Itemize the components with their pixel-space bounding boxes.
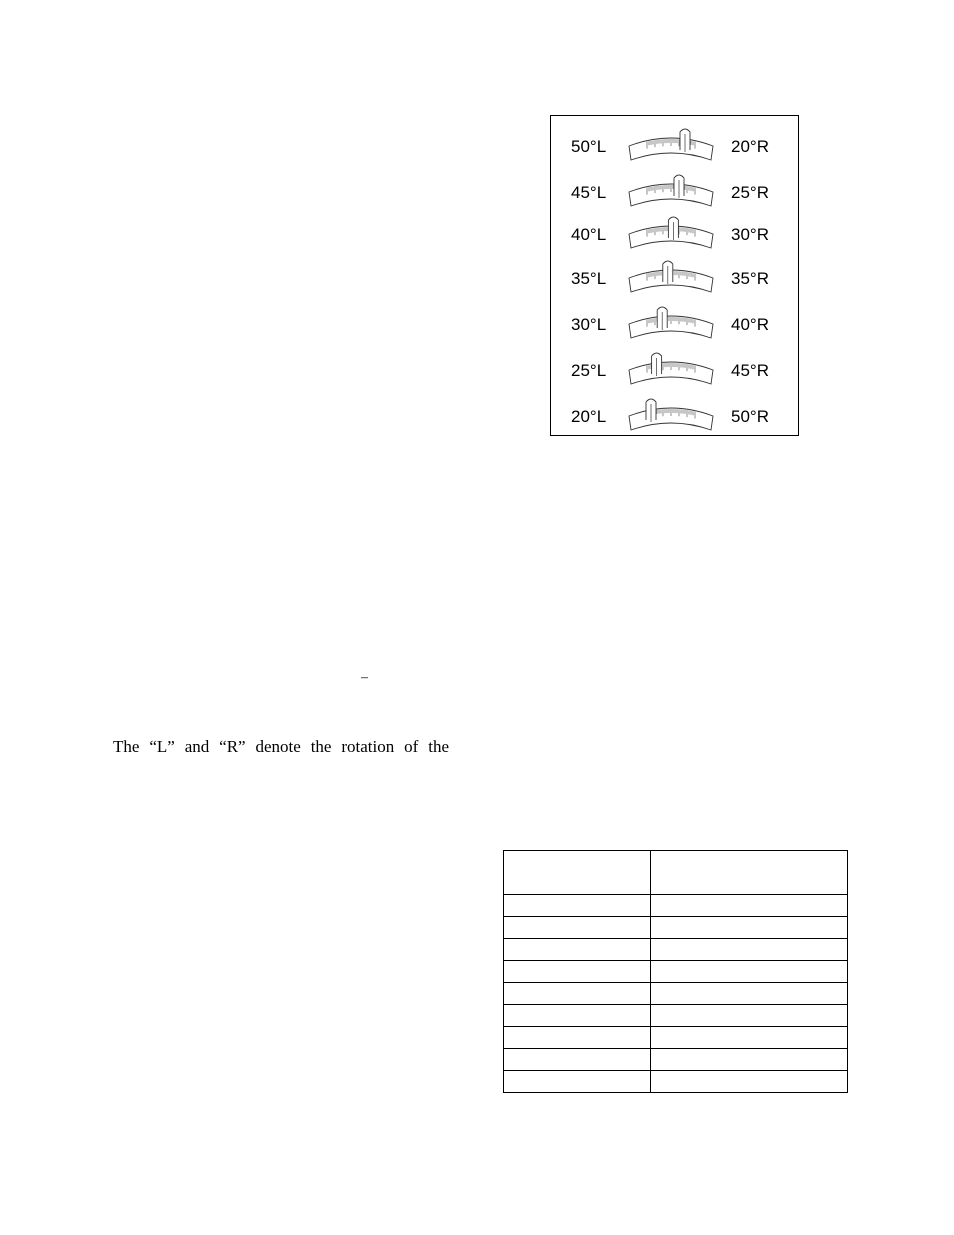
table-row [504, 917, 848, 939]
table-row [504, 983, 848, 1005]
table-cell [504, 895, 651, 917]
protractor-figure [550, 115, 799, 436]
protractor-row [571, 129, 769, 160]
angle-label-right: 25°R [731, 183, 769, 202]
table-row [504, 895, 848, 917]
angle-label-left: 45°L [571, 183, 607, 202]
protractor-row [571, 399, 769, 430]
table-row [504, 961, 848, 983]
angle-label-right: 45°R [731, 361, 769, 380]
table-row [504, 1071, 848, 1093]
protractor-row [571, 217, 769, 248]
table-cell [504, 917, 651, 939]
protractor-row [571, 353, 769, 384]
protractor-row [571, 307, 769, 338]
angle-label-left: 30°L [571, 315, 607, 334]
table-header-cell [651, 851, 848, 895]
angle-label-right: 40°R [731, 315, 769, 334]
table-cell [651, 1071, 848, 1093]
table-cell [504, 983, 651, 1005]
table-cell [651, 1027, 848, 1049]
table-cell [651, 895, 848, 917]
table-row [504, 1049, 848, 1071]
protractor-row [571, 261, 769, 292]
table-cell [651, 917, 848, 939]
table-body [504, 895, 848, 1093]
angle-label-right: 35°R [731, 269, 769, 288]
table-header-cell [504, 851, 651, 895]
body-paragraph: The “L” and “R” denote the rotation of the [113, 737, 449, 756]
table-cell [504, 961, 651, 983]
angle-label-left: 40°L [571, 225, 607, 244]
table-row [504, 939, 848, 961]
table-cell [651, 1049, 848, 1071]
angle-label-right: 20°R [731, 137, 769, 156]
table-row [504, 1005, 848, 1027]
table-cell [504, 1049, 651, 1071]
angle-label-right: 50°R [731, 407, 769, 426]
protractor-row [571, 175, 769, 206]
table-cell [504, 939, 651, 961]
dash-mark: – [361, 670, 368, 685]
table-cell [651, 983, 848, 1005]
protractor-figure-svg [551, 116, 800, 437]
table-header-row [504, 851, 848, 895]
angle-label-left: 25°L [571, 361, 607, 380]
table-cell [651, 939, 848, 961]
angle-label-right: 30°R [731, 225, 769, 244]
angle-label-left: 20°L [571, 407, 607, 426]
table-cell [504, 1027, 651, 1049]
table-cell [651, 961, 848, 983]
angle-label-left: 50°L [571, 137, 607, 156]
table-cell [504, 1071, 651, 1093]
table-cell [651, 1005, 848, 1027]
data-table [503, 850, 848, 1093]
table-row [504, 1027, 848, 1049]
table-cell [504, 1005, 651, 1027]
angle-label-left: 35°L [571, 269, 607, 288]
